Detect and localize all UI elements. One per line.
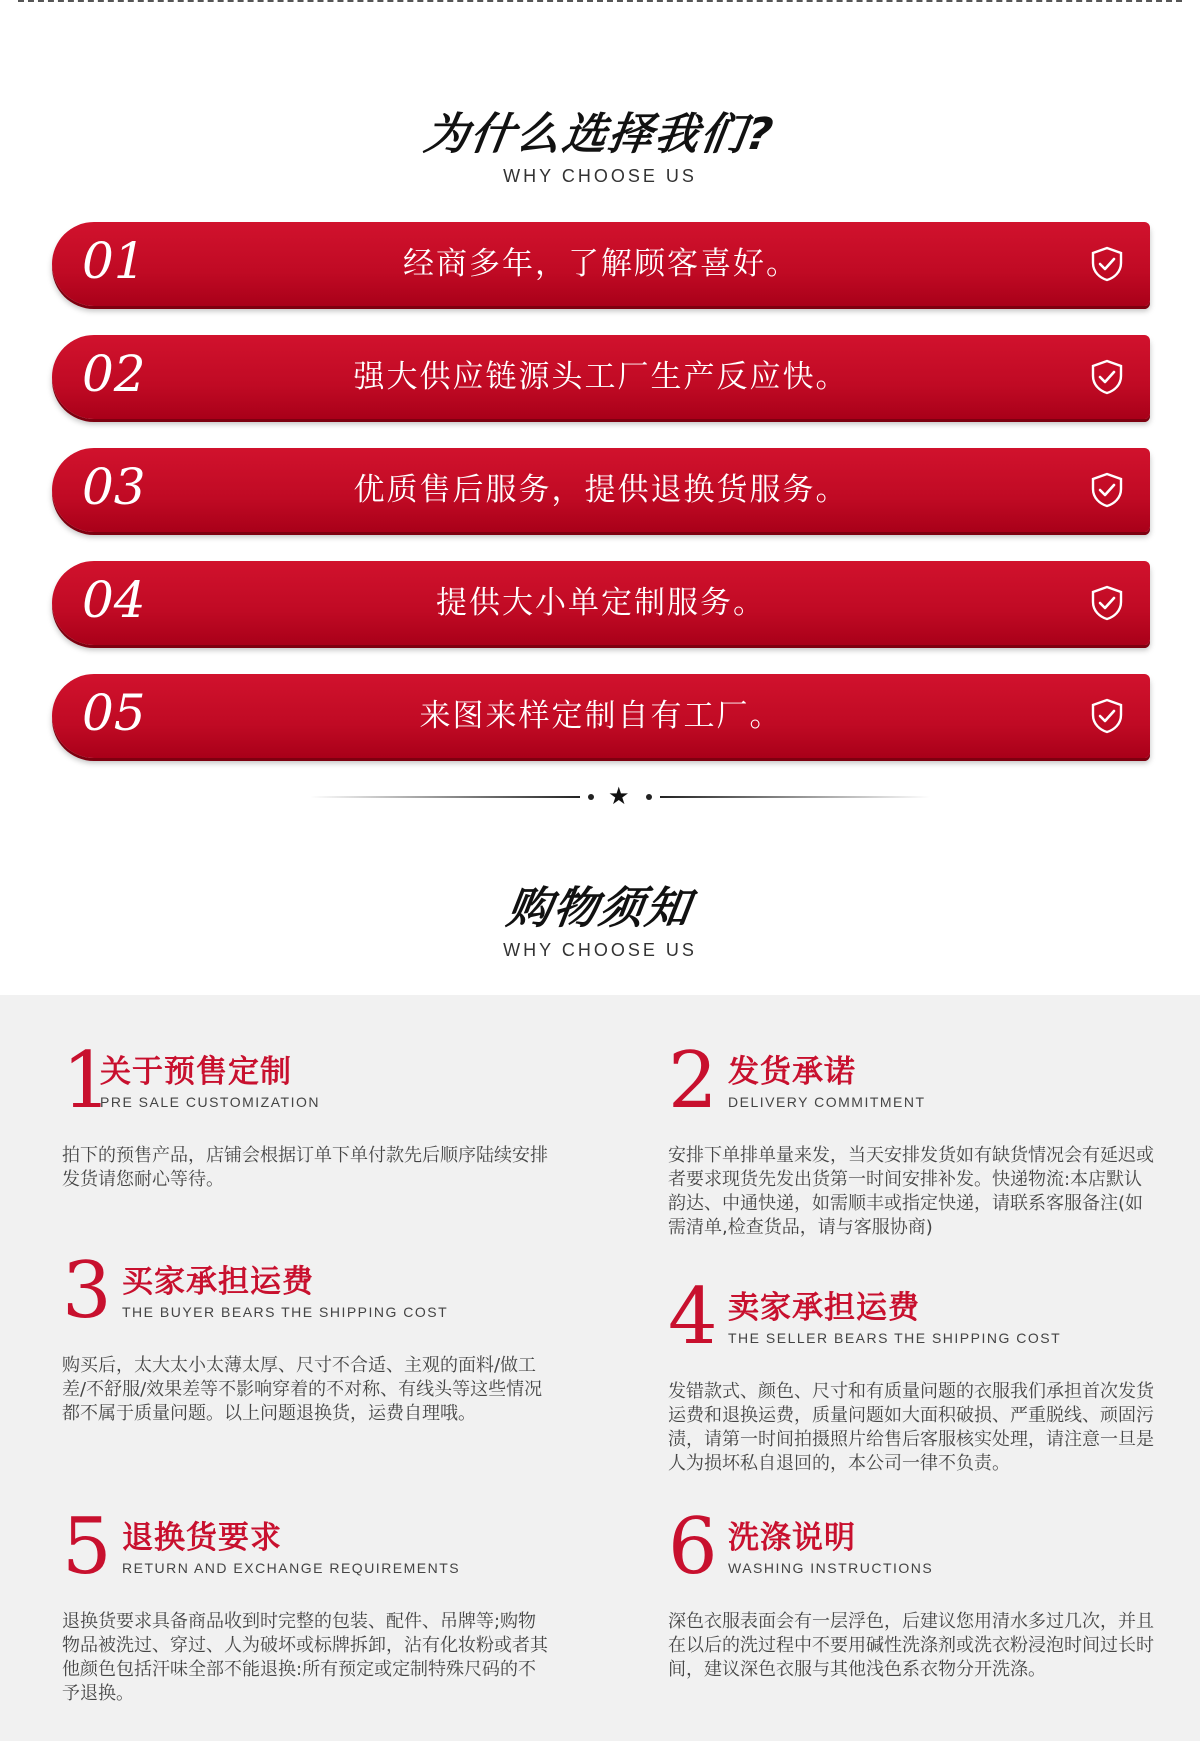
reason-number: 02: [82, 345, 146, 403]
notice-item-number: 4: [668, 1272, 718, 1362]
why-choose-header: [0, 98, 1200, 187]
reasons-list: [52, 222, 1150, 787]
notice-item-body: 发错款式、颜色、尺寸和有质量问题的衣服我们承担首次发货运费和退换运费，质量问题如大面积破损、严重脱线、顽固污渍，请第一时间拍摄照片给售后客服核实处理，请注意一旦是人为损坏私自退回的，本公司一律不负责。: [668, 1381, 1154, 1474]
why-choose-title: 为什么选择我们?: [421, 109, 778, 160]
notice-item-subtitle: DELIVERY COMMITMENT: [728, 1094, 926, 1110]
notice-item-number: 5: [62, 1502, 112, 1592]
reason-banner-01: [52, 222, 1150, 306]
notice-item-body: 深色衣服表面会有一层浮色，后建议您用清水多过几次，并且在以后的洗过程中不要用碱性洗涤剂或洗衣粉浸泡时间过长时间，建议深色衣服与其他浅色系衣物分开洗涤。: [668, 1611, 1154, 1680]
notice-item-subtitle: THE BUYER BEARS THE SHIPPING COST: [122, 1304, 449, 1320]
shield-check-icon: [1090, 472, 1124, 508]
shopping-notice-subtitle: WHY CHOOSE US: [503, 940, 697, 960]
notice-item-subtitle: RETURN AND EXCHANGE REQUIREMENTS: [122, 1560, 461, 1576]
why-choose-subtitle: WHY CHOOSE US: [503, 166, 697, 186]
notice-item-title: 洗涤说明: [728, 1520, 856, 1556]
divider-dot-left: [588, 794, 594, 800]
shield-check-icon: [1090, 359, 1124, 395]
divider-dot-right: [646, 794, 652, 800]
shield-check-icon: [1090, 698, 1124, 734]
reason-text: 强大供应链源头工厂生产反应快。: [353, 359, 849, 395]
notice-item-title: 买家承担运费: [122, 1264, 314, 1300]
reason-text: 经商多年，了解顾客喜好。: [403, 246, 799, 282]
reason-text: 提供大小单定制服务。: [436, 585, 766, 621]
star-icon: ★: [608, 782, 630, 810]
notice-item-title: 关于预售定制: [100, 1054, 292, 1090]
notice-item-title: 发货承诺: [728, 1054, 856, 1090]
notice-item-subtitle: THE SELLER BEARS THE SHIPPING COST: [728, 1330, 1062, 1346]
notice-item-body: 拍下的预售产品，店铺会根据订单下单付款先后顺序陆续安排发货请您耐心等待。: [62, 1145, 548, 1190]
top-dashed-border: [18, 0, 1182, 2]
star-divider: [310, 782, 930, 810]
reason-banner-03: [52, 448, 1150, 532]
notice-item-title: 退换货要求: [122, 1520, 282, 1556]
notice-item-number: 2: [668, 1036, 718, 1126]
shield-check-icon: [1090, 585, 1124, 621]
reason-banner-02: [52, 335, 1150, 419]
notice-item-title: 卖家承担运费: [728, 1290, 920, 1326]
notice-item-body: 退换货要求具备商品收到时完整的包装、配件、吊牌等;购物物品被洗过、穿过、人为破坏或标牌拆卸，沾有化妆粉或者其他颜色包括汗味全部不能退换:所有预定或定制特殊尺码的不予退换。: [62, 1611, 548, 1704]
reason-text: 来图来样定制自有工厂。: [419, 698, 783, 734]
reason-text: 优质售后服务，提供退换货服务。: [353, 472, 849, 508]
reason-number: 05: [82, 684, 146, 742]
shopping-notice-title: 购物须知: [503, 883, 695, 934]
shield-check-icon: [1090, 246, 1124, 282]
reason-number: 01: [82, 232, 146, 290]
notice-item-body: 购买后，太大太小太薄太厚、尺寸不合适、主观的面料/做工差/不舒服/效果差等不影响穿着的不对称、有线头等这些情况都不属于质量问题。以上问题退换货，运费自理哦。: [62, 1355, 543, 1424]
notice-item-number: 6: [668, 1502, 718, 1592]
reason-number: 04: [82, 571, 146, 629]
shopping-notice-header: [0, 872, 1200, 961]
reason-banner-04: [52, 561, 1150, 645]
notice-item-body: 安排下单排单量来发，当天安排发货如有缺货情况会有延迟或者要求现货先发出货第一时间安排补发。快递物流:本店默认韵达、中通快递，如需顺丰或指定快递，请联系客服备注(如需清单,检查货品，请与客服协商): [668, 1145, 1154, 1238]
divider-line-left: [310, 796, 580, 798]
notice-item-subtitle: WASHING INSTRUCTIONS: [728, 1560, 934, 1576]
reason-banner-05: [52, 674, 1150, 758]
reason-number: 03: [82, 458, 146, 516]
notice-item-subtitle: PRE SALE CUSTOMIZATION: [100, 1094, 320, 1110]
notice-item-number: 1: [62, 1036, 112, 1126]
divider-line-right: [660, 796, 930, 798]
notice-item-number: 3: [62, 1246, 112, 1336]
